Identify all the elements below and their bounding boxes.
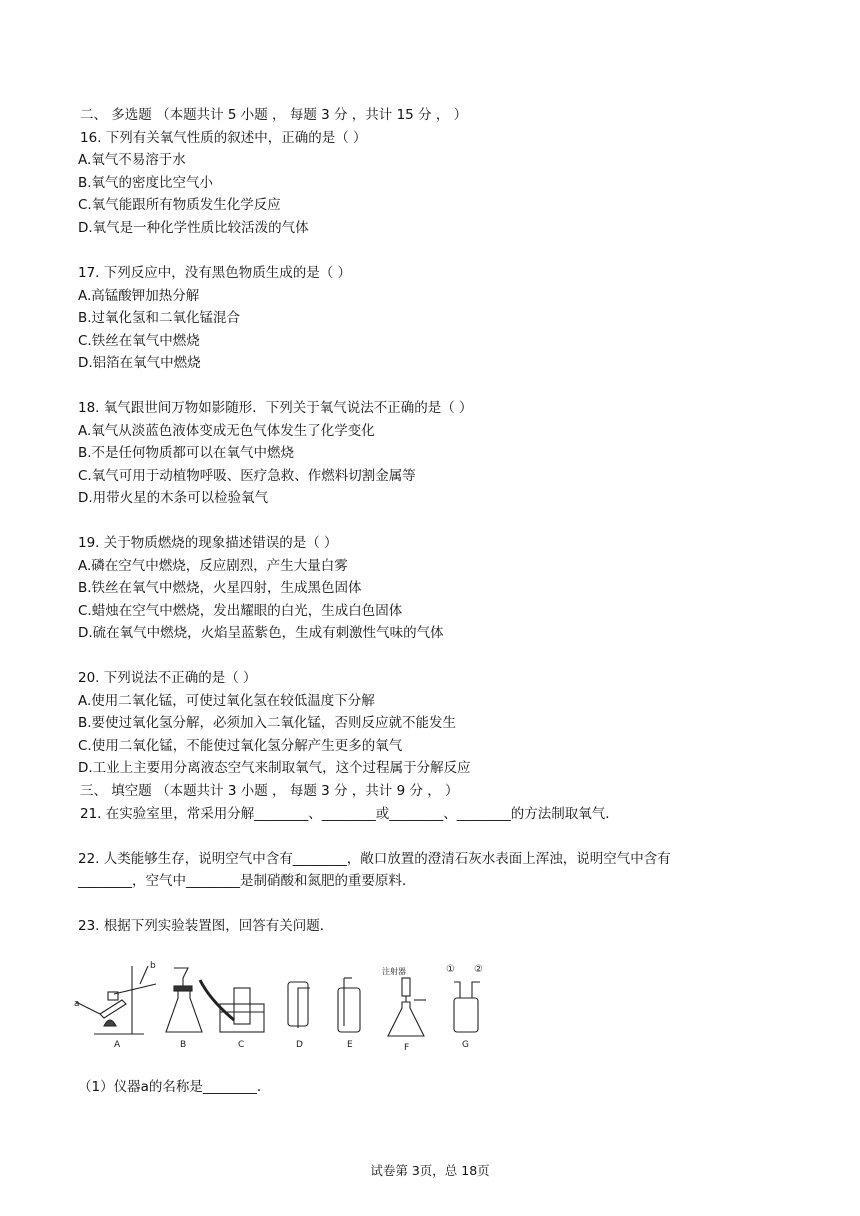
label-e: E: [347, 1040, 353, 1050]
q19-stem: 19. 关于物质燃烧的现象描述错误的是（ ）: [78, 535, 338, 551]
q18-option-c: C.氧气可用于动植物呼吸、医疗急救、作燃料切割金属等: [78, 468, 416, 484]
label-f: F: [404, 1043, 410, 1050]
q22-line-2: ________，空气中________是制硝酸和氮肥的重要原料．: [78, 873, 416, 889]
apparatus-g: [454, 982, 480, 1032]
apparatus-c: [200, 980, 264, 1032]
label-c: C: [238, 1040, 245, 1050]
label-a-pointer: a: [74, 999, 80, 1009]
label-b-pointer: b: [150, 961, 156, 971]
q18-option-b: B.不是任何物质都可以在氧气中燃烧: [78, 445, 295, 461]
label-b: B: [180, 1040, 187, 1050]
apparatus-a: [76, 966, 156, 1034]
apparatus-d: [288, 982, 310, 1028]
q21-text: 21. 在实验室里，常采用分解________、________或________、________的方法制取氧气．: [80, 806, 619, 822]
port-2-label: ②: [474, 964, 483, 975]
page-footer: 试卷第 3页，总 18页: [370, 1163, 490, 1178]
q23-stem: 23. 根据下列实验装置图，回答有关问题．: [78, 918, 334, 934]
syringe-label: 注射器: [382, 967, 406, 976]
q16-option-d: D.氧气是一种化学性质比较活泼的气体: [78, 220, 309, 236]
q17-stem: 17. 下列反应中，没有黑色物质生成的是（ ）: [78, 265, 352, 281]
q19-option-a: A.磷在空气中燃烧，反应剧烈，产生大量白雾: [78, 558, 348, 574]
q22-line-1: 22. 人类能够生存，说明空气中含有________，敞口放置的澄清石灰水表面上浑浊，说明空气中含有: [78, 851, 671, 867]
q20-stem: 20. 下列说法不正确的是（ ）: [78, 670, 257, 686]
q19-option-b: B.铁丝在氧气中燃烧，火星四射，生成黑色固体: [78, 580, 362, 596]
q20-option-d: D.工业上主要用分离液态空气来制取氧气，这个过程属于分解反应: [78, 760, 471, 776]
apparatus-f: [388, 978, 426, 1036]
q17-option-a: A.高锰酸钾加热分解: [78, 288, 200, 304]
q18-stem: 18. 氧气跟世间万物如影随形．下列关于氧气说法不正确的是（ ）: [78, 400, 473, 416]
section-2-header: 二、 多选题 （本题共计 5 小题 ， 每题 3 分 ，共计 15 分 ， ）: [80, 107, 468, 123]
section-3-header: 三、 填空题 （本题共计 3 小题 ， 每题 3 分 ，共计 9 分 ， ）: [80, 783, 459, 799]
q20-option-a: A.使用二氧化锰，可使过氧化氢在较低温度下分解: [78, 693, 375, 709]
apparatus-e: [338, 978, 360, 1032]
label-a: A: [114, 1040, 121, 1050]
q18-option-d: D.用带火星的木条可以检验氧气: [78, 490, 269, 506]
lab-apparatus-figure: [74, 958, 504, 1050]
q16-stem: 16. 下列有关氧气性质的叙述中，正确的是（ ）: [80, 130, 367, 146]
label-g: G: [462, 1040, 469, 1050]
q20-option-b: B.要使过氧化氢分解，必须加入二氧化锰，否则反应就不能发生: [78, 715, 457, 731]
label-d: D: [296, 1040, 303, 1050]
q23-sub-1: （1）仪器a的名称是________．: [78, 1079, 271, 1095]
q17-option-d: D.铝箔在氧气中燃烧: [78, 355, 201, 371]
q17-option-b: B.过氧化氢和二氧化锰混合: [78, 310, 241, 326]
q19-option-c: C.蜡烛在空气中燃烧，发出耀眼的白光，生成白色固体: [78, 603, 403, 619]
apparatus-b: [166, 968, 202, 1032]
port-1-label: ①: [446, 964, 455, 975]
q16-option-c: C.氧气能跟所有物质发生化学反应: [78, 197, 281, 213]
q20-option-c: C.使用二氧化锰，不能使过氧化氢分解产生更多的氧气: [78, 738, 403, 754]
q16-option-b: B.氧气的密度比空气小: [78, 175, 214, 191]
q16-option-a: A.氧气不易溶于水: [78, 152, 186, 168]
q18-option-a: A.氧气从淡蓝色液体变成无色气体发生了化学变化: [78, 423, 375, 439]
q17-option-c: C.铁丝在氧气中燃烧: [78, 333, 200, 349]
q19-option-d: D.硫在氧气中燃烧，火焰呈蓝紫色，生成有刺激性气味的气体: [78, 625, 444, 641]
